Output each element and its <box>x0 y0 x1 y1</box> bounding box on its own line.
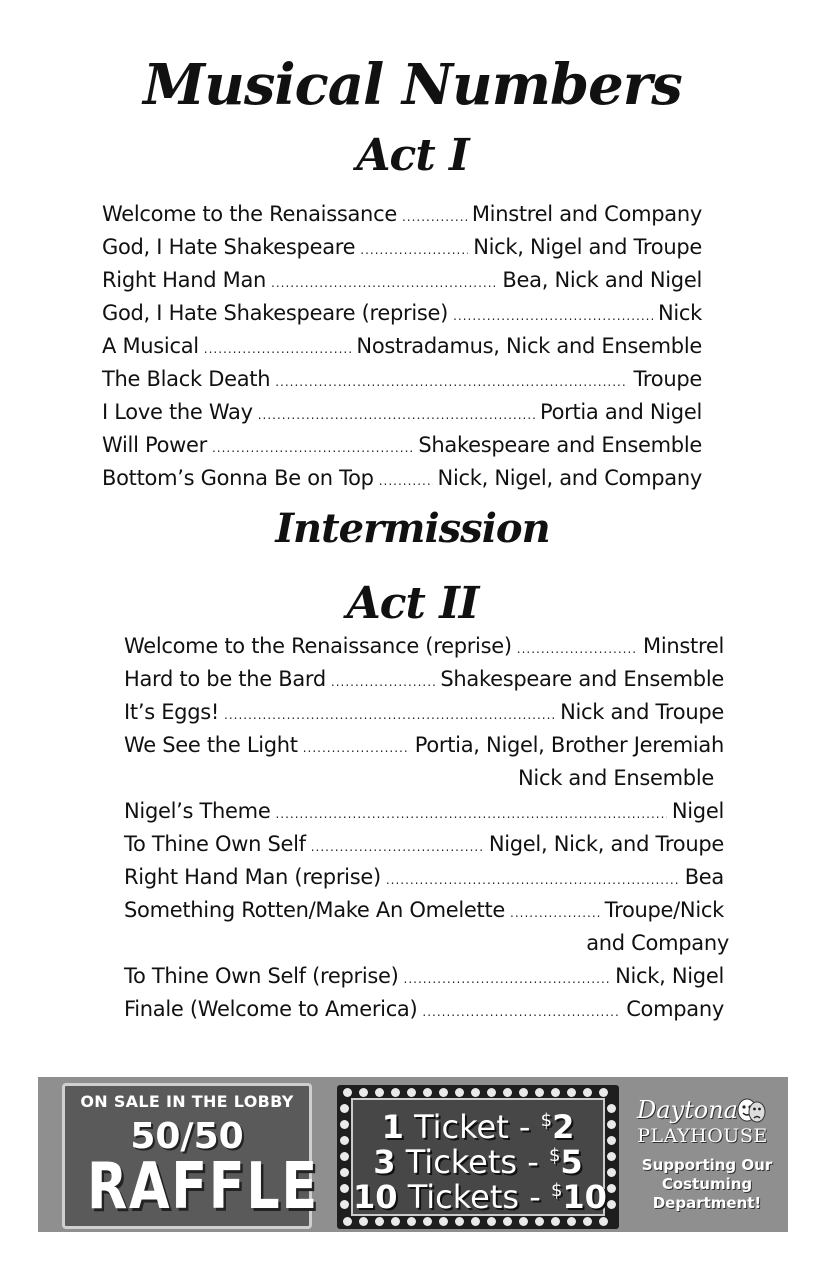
marquee-bulb <box>503 1088 512 1097</box>
marquee-bulb <box>455 1088 464 1097</box>
act-1-song-list <box>102 198 702 495</box>
marquee-bulb <box>375 1217 384 1226</box>
dot-leader <box>379 465 433 498</box>
marquee-bulb <box>343 1088 352 1097</box>
song-row <box>124 630 724 663</box>
marquee-bulb <box>407 1217 416 1226</box>
song-title: Welcome to the Renaissance <box>102 202 397 226</box>
song-performers: Nick, Nigel and Troupe <box>473 235 702 259</box>
marquee-bulb <box>567 1217 576 1226</box>
song-title: Something Rotten/Make An Omelette <box>124 898 506 922</box>
dot-leader <box>224 699 555 732</box>
playhouse-logo-wordmark: PLAYHOUSE <box>637 1125 768 1147</box>
marquee-bulb <box>551 1217 560 1226</box>
song-row <box>102 231 702 264</box>
marquee-bulb <box>607 1184 616 1193</box>
currency-symbol: $ <box>548 1145 561 1166</box>
marquee-bulb <box>607 1120 616 1129</box>
ticket-price: 10 <box>562 1178 607 1216</box>
marquee-bulb <box>340 1136 349 1145</box>
marquee-bulb <box>439 1217 448 1226</box>
ticket-label: Tickets - <box>405 1143 539 1181</box>
marquee-bulb <box>359 1217 368 1226</box>
marquee-bulb <box>487 1217 496 1226</box>
song-performers: Nick <box>657 301 702 325</box>
marquee-bulb <box>487 1088 496 1097</box>
song-performers: Portia, Nigel, Brother Jeremiah <box>414 733 724 757</box>
song-performers: Troupe <box>633 367 702 391</box>
marquee-bulb <box>607 1168 616 1177</box>
support-line: Supporting Our <box>641 1156 773 1174</box>
marquee-bulb <box>599 1217 608 1226</box>
song-performers: Nostradamus, Nick and Ensemble <box>356 334 702 358</box>
song-row <box>102 429 702 462</box>
dot-leader <box>517 633 638 666</box>
marquee-bulb <box>471 1217 480 1226</box>
marquee-bulb <box>439 1088 448 1097</box>
song-performers-continued: and Company <box>586 931 729 955</box>
song-row <box>124 663 724 696</box>
song-title: The Black Death <box>102 367 271 391</box>
marquee-bulb <box>359 1088 368 1097</box>
marquee-bulb <box>375 1088 384 1097</box>
song-title: Nigel’s Theme <box>124 799 271 823</box>
ticket-qty: 3 <box>373 1143 396 1181</box>
marquee-bulb <box>535 1088 544 1097</box>
song-title: Finale (Welcome to America) <box>124 997 418 1021</box>
dot-leader <box>404 963 611 996</box>
playhouse-logo-panel <box>627 1090 787 1230</box>
song-title: I Love the Way <box>102 400 253 424</box>
song-title: God, I Hate Shakespeare <box>102 235 356 259</box>
dot-leader <box>386 864 680 897</box>
act-1-heading: Act I <box>356 130 469 181</box>
song-title: Will Power <box>102 433 207 457</box>
song-performers: Shakespeare and Ensemble <box>418 433 702 457</box>
marquee-bulb <box>340 1184 349 1193</box>
dot-leader <box>271 267 497 300</box>
song-performers: Nick, Nigel, and Company <box>437 466 702 490</box>
song-row <box>102 330 702 363</box>
song-row <box>102 462 702 495</box>
song-row <box>102 198 702 231</box>
song-title: God, I Hate Shakespeare (reprise) <box>102 301 449 325</box>
act-2-heading: Act II <box>346 578 479 629</box>
supporting-costuming-text <box>627 1156 787 1213</box>
support-line: Department! <box>652 1194 762 1212</box>
ticket-qty: 1 <box>381 1108 404 1146</box>
song-row <box>124 993 724 1026</box>
intermission-heading: Intermission <box>275 505 550 552</box>
marquee-bulb <box>567 1088 576 1097</box>
dot-leader <box>275 798 666 831</box>
ticket-label: Ticket - <box>414 1108 531 1146</box>
marquee-bulb <box>455 1217 464 1226</box>
dot-leader <box>453 300 653 333</box>
marquee-bulb <box>583 1088 592 1097</box>
song-row <box>102 363 702 396</box>
marquee-bulb <box>535 1217 544 1226</box>
marquee-bulb <box>407 1088 416 1097</box>
song-row <box>124 861 724 894</box>
ticket-price: 5 <box>560 1143 583 1181</box>
song-row <box>102 297 702 330</box>
support-line: Costuming <box>661 1175 753 1193</box>
song-title: To Thine Own Self (reprise) <box>124 964 399 988</box>
ticket-price: 2 <box>552 1108 575 1146</box>
song-row <box>102 396 702 429</box>
theater-masks-icon <box>735 1096 767 1126</box>
ticket-label: Tickets - <box>407 1178 541 1216</box>
song-performers: Nick and Troupe <box>560 700 724 724</box>
marquee-bulb <box>340 1152 349 1161</box>
raffle-fifty-fifty-text: 50/50 <box>130 1116 244 1157</box>
ticket-price-line <box>353 1173 607 1216</box>
marquee-bulb <box>423 1217 432 1226</box>
marquee-bulb <box>519 1217 528 1226</box>
dot-leader <box>331 666 435 699</box>
song-performers: Bea <box>684 865 724 889</box>
marquee-bulb <box>471 1088 480 1097</box>
song-title: Right Hand Man <box>102 268 267 292</box>
song-performers: Minstrel and Company <box>471 202 702 226</box>
playhouse-logo-script: Daytona <box>637 1096 738 1124</box>
dot-leader <box>422 996 621 1029</box>
raffle-panel <box>62 1083 319 1229</box>
marquee-bulb <box>340 1168 349 1177</box>
song-row <box>124 894 724 927</box>
song-performers: Troupe/Nick <box>604 898 724 922</box>
song-performers-continued: Nick and Ensemble <box>518 766 714 790</box>
raffle-title: RAFFLE <box>86 1150 319 1224</box>
song-performers: Shakespeare and Ensemble <box>440 667 724 691</box>
song-title: Right Hand Man (reprise) <box>124 865 381 889</box>
marquee-bulb <box>340 1120 349 1129</box>
dot-leader <box>212 432 413 465</box>
dot-leader <box>204 333 352 366</box>
song-title: Hard to be the Bard <box>124 667 326 691</box>
song-performers: Company <box>626 997 724 1021</box>
song-performers: Minstrel <box>643 634 724 658</box>
marquee-bulb <box>607 1152 616 1161</box>
song-row <box>124 696 724 729</box>
marquee-bulb <box>343 1217 352 1226</box>
raffle-on-sale-text: ON SALE IN THE LOBBY <box>80 1092 294 1111</box>
marquee-bulb <box>340 1104 349 1113</box>
dot-leader <box>360 234 468 267</box>
marquee-bulb <box>607 1200 616 1209</box>
marquee-bulb <box>551 1088 560 1097</box>
marquee-bulb <box>503 1217 512 1226</box>
song-title: It’s Eggs! <box>124 700 220 724</box>
marquee-bulb <box>583 1217 592 1226</box>
dot-leader <box>510 897 600 930</box>
song-title: A Musical <box>102 334 199 358</box>
marquee-bulb <box>607 1136 616 1145</box>
song-performers: Bea, Nick and Nigel <box>502 268 702 292</box>
song-title: Bottom’s Gonna Be on Top <box>102 466 374 490</box>
song-performers: Nigel, Nick, and Troupe <box>488 832 724 856</box>
song-row <box>124 795 724 828</box>
dot-leader <box>275 366 628 399</box>
song-title: Welcome to the Renaissance (reprise) <box>124 634 512 658</box>
song-row <box>124 729 724 762</box>
song-title: We See the Light <box>124 733 298 757</box>
song-title: To Thine Own Self <box>124 832 306 856</box>
page-title: Musical Numbers <box>143 52 682 118</box>
song-performers: Nick, Nigel <box>615 964 724 988</box>
act-2-song-list <box>124 630 729 1026</box>
song-row <box>124 960 724 993</box>
song-row <box>102 264 702 297</box>
song-row <box>124 828 724 861</box>
marquee-bulb <box>599 1088 608 1097</box>
ticket-price-panel <box>351 1098 605 1216</box>
song-performers: Nigel <box>671 799 724 823</box>
marquee-bulb <box>519 1088 528 1097</box>
dot-leader <box>311 831 484 864</box>
dot-leader <box>303 732 410 765</box>
marquee-bulb <box>607 1104 616 1113</box>
marquee-bulb <box>391 1088 400 1097</box>
currency-symbol: $ <box>540 1110 553 1131</box>
dot-leader <box>402 201 467 234</box>
dot-leader <box>258 399 535 432</box>
currency-symbol: $ <box>550 1180 563 1201</box>
marquee-bulb <box>340 1200 349 1209</box>
ticket-price-board <box>337 1085 619 1229</box>
marquee-bulb <box>391 1217 400 1226</box>
marquee-bulb <box>423 1088 432 1097</box>
ticket-qty: 10 <box>353 1178 398 1216</box>
song-performers: Portia and Nigel <box>539 400 702 424</box>
